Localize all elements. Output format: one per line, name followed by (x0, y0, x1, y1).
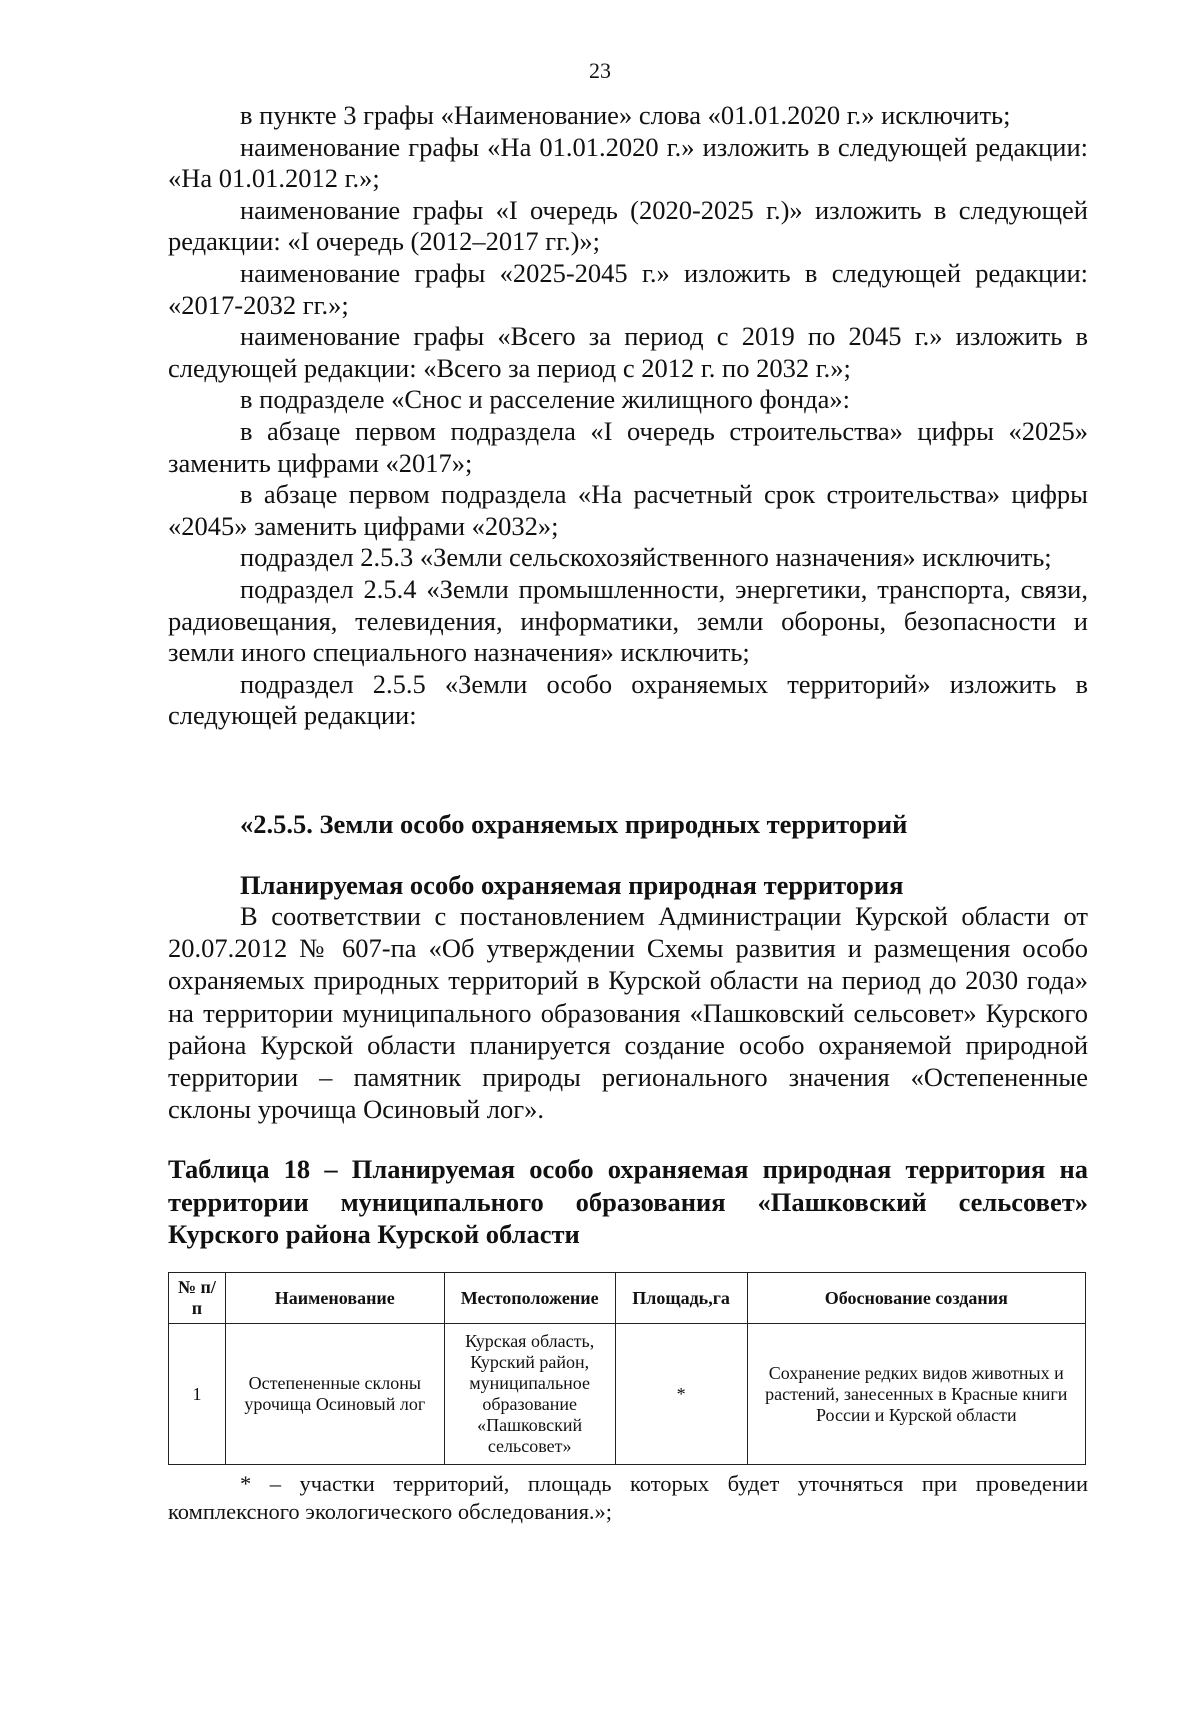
footnote-text: * – участки территорий, площадь которых будет уточняться при проведении комплексного экологического обследования.»; (168, 1471, 1088, 1524)
cell-name: Остепененные склоны урочища Осиновый лог (225, 1324, 444, 1465)
header-num: № п/п (169, 1273, 226, 1324)
paragraph: В соответствии с постановлением Администрации Курской области от 20.07.2012 № 607-па «Об утверждении Схемы развития и размещения особо охраняемых природных территорий в Курской области на период до 2030 года» на территории муниципального образования «Пашковский сельсовет» Курского района Курской области планируется создание особо охраняемой природной территории – памятник природы регионального значения «Остепененные склоны урочища Осиновый лог». (168, 901, 1088, 1125)
page-number: 23 (589, 58, 611, 83)
cell-num: 1 (169, 1324, 226, 1465)
protected-territory-table (168, 1272, 1086, 1465)
cell-reason: Сохранение редких видов животных и растений, занесенных в Красные книги России и Курской области (747, 1324, 1085, 1465)
header-reason: Обоснование создания (747, 1273, 1085, 1324)
cell-location: Курская область, Курский район, муниципальное образование «Пашковский сельсовет» (444, 1324, 615, 1465)
cell-area: * (615, 1324, 747, 1465)
table-footnote (168, 1470, 1088, 1526)
paragraph: подраздел 2.5.3 «Земли сельскохозяйственного назначения» исключить; (240, 542, 1052, 573)
header-location: Местоположение (444, 1273, 615, 1324)
table-row (169, 1324, 1086, 1465)
paragraph: в абзаце первом подраздела «На расчетный срок строительства» цифры «2045» заменить цифрами «2032»; (168, 479, 1088, 541)
paragraph: наименование графы «Всего за период с 2019 по 2045 г.» изложить в следующей редакции: «Всего за период с 2012 г. по 2032 г.»; (168, 321, 1088, 383)
section-heading: «2.5.5. Земли особо охраняемых природных территорий (240, 809, 908, 839)
table-caption: Таблица 18 – Планируемая особо охраняемая природная территория на территории муниципального образования «Пашковский сельсовет» Курского района Курской области (168, 1154, 1088, 1249)
table-header-row (169, 1273, 1086, 1324)
section-subheading: Планируемая особо охраняемая природная территория (240, 870, 904, 900)
paragraph: наименование графы «2025-2045 г.» изложить в следующей редакции: «2017-2032 гг.»; (168, 257, 1088, 320)
header-area: Площадь,га (615, 1273, 747, 1324)
amendment-text (168, 100, 1088, 732)
paragraph: в подразделе «Снос и расселение жилищного фонда»: (240, 384, 850, 415)
paragraph: в пункте 3 графы «Наименование» слова «01.01.2020 г.» исключить; (240, 100, 1011, 130)
paragraph: в абзаце первом подраздела «I очередь строительства» цифры «2025» заменить цифрами «2017»; (168, 415, 1088, 478)
paragraph: подраздел 2.5.5 «Земли особо охраняемых территорий» изложить в следующей редакции: (168, 668, 1088, 731)
paragraph: наименование графы «На 01.01.2020 г.» изложить в следующей редакции: «На 01.01.2012 г.»; (168, 131, 1088, 194)
section-text (168, 900, 1088, 1125)
header-name: Наименование (225, 1273, 444, 1324)
paragraph: наименование графы «I очередь (2020-2025 г.)» изложить в следующей редакции: «I очередь (2012–2017 гг.)»; (168, 194, 1088, 257)
paragraph: подраздел 2.5.4 «Земли промышленности, энергетики, транспорта, связи, радиовещания, телевидения, информатики, земли обороны, безопасности и земли иного специального назначения» исключить; (168, 573, 1088, 668)
